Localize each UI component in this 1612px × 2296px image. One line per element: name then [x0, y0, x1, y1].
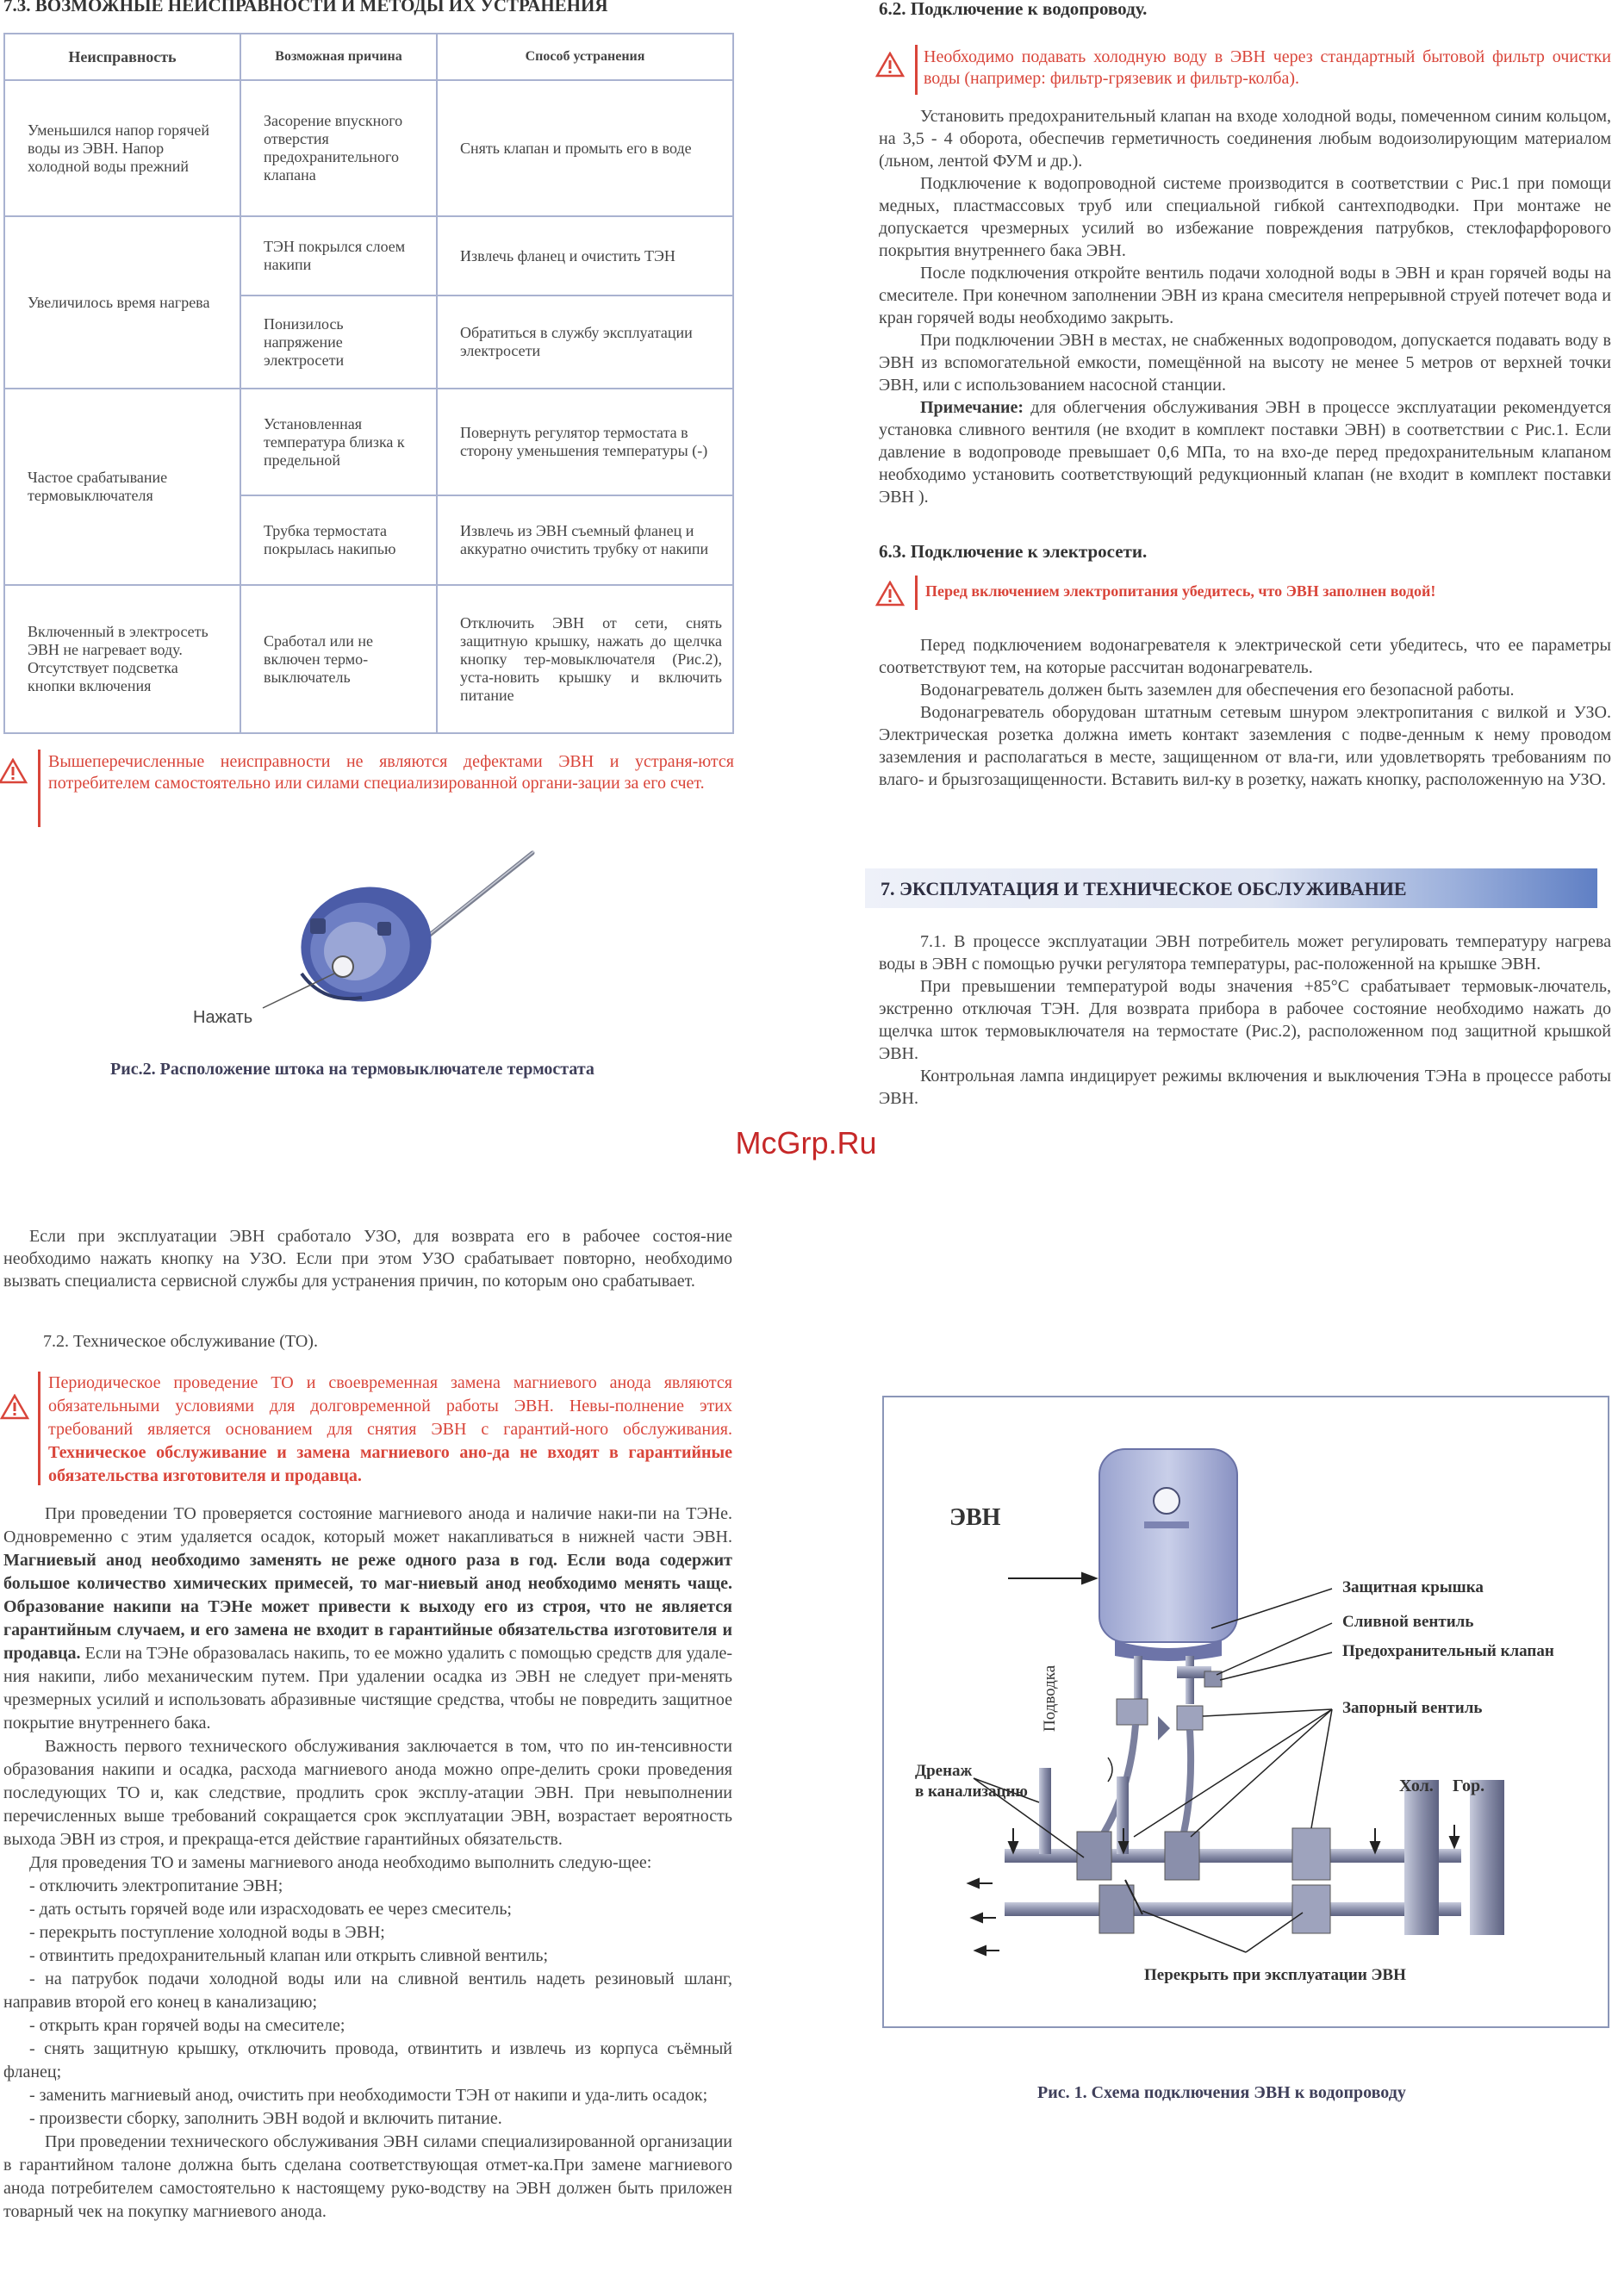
paragraph: Перед подключением водонагревателя к электрической сети убедитесь, что ее параметры соответствуют тем, на которые рассчитан водонагреватель.	[879, 636, 1611, 677]
s63-warning-text: Перед включением электропитания убедитесь, что ЭВН заполнен водой!	[925, 582, 1436, 600]
p1-c: Если на ТЭНе образовалась накипь, то ее можно удалить с помощью средств для удале-ния накипи, либо механическим путем. При удалении осадка из ЭВН не следует при-менять чрезмерных усилий и использовать абразивные чистящие средства, чтобы не повредить защитное покрытие внутреннего бака.	[3, 1644, 733, 1733]
paragraph: Водонагреватель должен быть заземлен для обеспечения его безопасной работы.	[920, 681, 1515, 700]
label-safety-valve: Предохранительный клапан	[1342, 1642, 1554, 1660]
s72-warning-bold: Техническое обслуживание и замена магниевого ано-да не входят в гарантийные обязательства изготовителя и продавца.	[48, 1443, 732, 1485]
paragraph	[3, 1503, 732, 1735]
label-drain	[915, 1761, 1028, 1802]
table-cell: Увеличилось время нагрева	[4, 216, 240, 389]
warning-icon	[0, 758, 28, 784]
table-cell: Обратиться в службу эксплуатации электросети	[437, 296, 733, 389]
header-fault: Неисправность	[4, 34, 240, 80]
paragraph: При превышении температурой воды значения +85°С срабатывает термовык-лючатель, экстренно отключая ТЭН. Для возврата прибора в рабочее состояние необходимо нажать до щелчка шток термовыключателя на термостате (Рис.2), расположенном под защитной крышкой ЭВН.	[879, 977, 1611, 1063]
table-cell: Повернуть регулятор термостата в сторону уменьшения температуры (-)	[437, 389, 733, 495]
paragraph: Для проведения ТО и замены магниевого анода необходимо выполнить следую-щее:	[29, 1853, 652, 1872]
label-stop-valve: Запорный вентиль	[1342, 1699, 1483, 1717]
fig1-caption: Рис. 1. Схема подключения ЭВН к водопроводу	[1037, 2083, 1406, 2102]
paragraph: При проведении технического обслуживания ЭВН силами специализированной организации в гарантийном талоне должна быть сделана соответствующая отмет-ка.При замене магниевого анода потребителем самостоятельно к настоящему руко-водству на ЭВН должен быть приложен товарный чек на покупку магниевого анода.	[3, 2132, 732, 2221]
list-item: - отключить электропитание ЭВН;	[29, 1876, 283, 1895]
label-drain-valve: Сливной вентиль	[1342, 1613, 1474, 1631]
connection-diagram	[884, 1397, 1608, 2026]
warning-icon	[0, 1394, 29, 1420]
maintenance-text	[3, 1503, 732, 2224]
list-item: - на патрубок подачи холодной воды или на сливной вентиль надеть резиновый шланг, направив второй его конец в канализацию;	[3, 1969, 732, 2012]
note-label: Примечание:	[920, 398, 1024, 417]
table-cell: Сработал или не включен термо-выключатель	[240, 585, 437, 733]
warning-bar	[915, 576, 918, 610]
paragraph: Контрольная лампа индицирует режимы включения и выключения ТЭНа в процессе работы ЭВН.	[879, 1067, 1611, 1108]
table-cell: Извлечь фланец и очистить ТЭН	[437, 216, 733, 296]
warning-icon	[875, 581, 905, 607]
paragraph: Водонагреватель оборудован штатным сетевым шнуром электропитания с вилкой и УЗО. Электрическая розетка должна иметь контакт заземления с подве-денным к нему проводом заземления и располагаться в месте, защищенном от вла-ги, или удовлетворять требованиям по влаго- и брызгозащищенности. Вставить вил-ку в розетку, нажать кнопку, расположенную на УЗО.	[879, 703, 1611, 789]
section-6-3-title: 6.3. Подключение к электросети.	[879, 541, 1148, 562]
warning-icon	[875, 52, 905, 78]
table-cell: Снять клапан и промыть его в воде	[437, 80, 733, 216]
p1-a: При проведении ТО проверяется состояние магниевого анода и наличие наки-пи на ТЭНе. Одновременно с этим удаляется осадок, который может накапливаться в нижней части ЭВН.	[3, 1504, 732, 1546]
label-drain-line1: Дренаж	[915, 1762, 973, 1780]
section-7-banner	[865, 868, 1597, 908]
s72-warning-text: Периодическое проведение ТО и своевременная замена магниевого анода являются обязательными условиями для долговременной работы ЭВН. Невы-полнение этих требований является основанием для снятия ЭВН с гарантий-ного обслуживания.	[48, 1373, 732, 1439]
fault-table	[3, 33, 734, 734]
header-fix: Способ устранения	[437, 34, 733, 80]
list-item: - перекрыть поступление холодной воды в ЭВН;	[29, 1923, 385, 1942]
note-paragraph	[879, 396, 1611, 508]
paragraph: Если при эксплуатации ЭВН сработало УЗО, для возврата его в рабочее состоя-ние необходимо нажать кнопку на УЗО. Если при этом УЗО срабатывает повторно, необходимо вызвать специалиста сервисной службы для устранения причин, по которым оно срабатывает.	[3, 1227, 732, 1291]
list-item: - открыть кран горячей воды на смесителе;	[29, 2016, 345, 2035]
label-cold: Хол.	[1399, 1776, 1434, 1795]
uzo-intro	[3, 1225, 732, 1292]
s72-title: 7.2. Техническое обслуживание (ТО).	[43, 1332, 318, 1351]
paragraph: При подключении ЭВН в местах, не снабженных водопроводом, допускается подавать воду в ЭВН из вспомогательной емкости, помещённой на высоту не менее 5 метров от верхней точки ЭВН, или с использованием насосной станции.	[879, 331, 1611, 395]
label-drain-line2: в канализацию	[915, 1783, 1028, 1801]
s62-text	[879, 105, 1611, 508]
table-warning-text: Вышеперечисленные неисправности не являются дефектами ЭВН и устраня-ются потребителем самостоятельно или силами специализированной органи-зации за его счет.	[48, 752, 734, 793]
label-evn: ЭВН	[949, 1504, 1001, 1531]
list-item: - отвинтить предохранительный клапан или открыть сливной вентиль;	[29, 1946, 549, 1965]
paragraph: Важность первого технического обслуживания заключается в том, что по ин-тенсивности образования накипи и осадка, расхода магниевого анода можно опре-делить сроки проведения последующих ТО и, как следствие, продлить срок эксплу-атации ЭВН. При невыполнении перечисленных выше требований сокращается срок эксплуатации ЭВН, возрастает вероятность выхода ЭВН из строя, и прекраща-ется действие гарантийных обязательств.	[3, 1737, 732, 1849]
section-7-title: 7. ЭКСПЛУАТАЦИЯ И ТЕХНИЧЕСКОЕ ОБСЛУЖИВАНИЕ	[881, 878, 1407, 899]
section-7-3-title: 7.3. ВОЗМОЖНЫЕ НЕИСПРАВНОСТИ И МЕТОДЫ ИХ УСТРАНЕНИЯ	[3, 0, 608, 16]
table-cell: Извлечь из ЭВН съемный фланец и аккуратно очистить трубку от накипи	[437, 495, 733, 585]
fig2-caption: Рис.2. Расположение штока на термовыключателе термостата	[110, 1060, 594, 1079]
paragraph: После подключения откройте вентиль подачи холодной воды в ЭВН и кран горячей воды на смесителе. При конечном заполнении ЭВН из крана смесителя непрерывной струей потечет вода и кран горячей воды необходимо закрыть.	[879, 264, 1611, 327]
table-cell: Отключить ЭВН от сети, снять защитную крышку, нажать до щелчка кнопку тер-мовыключателя (Рис.2), уста-новить крышку и включить питание	[437, 585, 733, 733]
paragraph: Подключение к водопроводной системе производится в соответствии с Рис.1 при помощи медных, пластмассовых труб или специальной гибкой сантехподводки. При монтаже не допускается чрезмерных усилий во избежание повреждения патрубков, стеклофарфорового покрытия внутреннего бака ЭВН.	[879, 174, 1611, 260]
table-cell: Понизилось напряжение электросети	[240, 296, 437, 389]
section-6-2-title: 6.2. Подключение к водопроводу.	[879, 0, 1148, 19]
s62-warning-text: Необходимо подавать холодную воду в ЭВН через стандартный бытовой фильтр очистки воды (например: фильтр-грязевик и фильтр-колба).	[924, 47, 1611, 88]
table-cell: Установленная температура близка к предельной	[240, 389, 437, 495]
list-item: - произвести сборку, заполнить ЭВН водой и включить питание.	[29, 2109, 502, 2128]
press-label: Нажать	[193, 1008, 253, 1027]
watermark-text: McGrp.Ru	[735, 1125, 877, 1160]
label-hot: Гор.	[1453, 1776, 1485, 1795]
note-text: для облегчения обслуживания ЭВН в процессе эксплуатации рекомендуется установка сливного вентиля (не входит в комплект поставки ЭВН) в соответствии с Рис.1. Если давление в водопроводе превышает 0,6 МПа, то на вхо-де перед предохранительным клапаном необходимо установить соответствующий редукционный клапан (не входит в комплект поставки ЭВН ).	[879, 398, 1612, 507]
header-cause: Возможная причина	[240, 34, 437, 80]
table-cell: Частое срабатывание термовыключателя	[4, 389, 240, 585]
label-supply: Подводка	[1041, 1664, 1059, 1732]
warning-bar	[38, 1372, 40, 1485]
table-cell: ТЭН покрылся слоем накипи	[240, 216, 437, 296]
list-item: - снять защитную крышку, отключить провода, отвинтить и извлечь из корпуса съёмный фланец;	[3, 2039, 732, 2081]
table-cell: Засорение впускного отверстия предохранительного клапана	[240, 80, 437, 216]
table-cell: Уменьшился напор горячей воды из ЭВН. Напор холодной воды прежний	[4, 80, 240, 216]
p1-bold: Магниевый анод необходимо заменять не реже одного раза в год. Если вода содержит большое количество химических примесей, то маг-ниевый анод необходимо менять чаще. Образование накипи на ТЭНе может привести к выходу его из строя, что не является гарантийным случаем, и его замена не входит в гарантийные обязательства изготовителя и продавца.	[3, 1551, 732, 1663]
paragraph: Установить предохранительный клапан на входе холодной воды, помеченном синим кольцом, на 3,5 - 4 оборота, обеспечив герметичность соединения любым водоизолирующим материалом (льном, лентой ФУМ и др.).	[879, 107, 1611, 171]
label-shutoff: Перекрыть при эксплуатации ЭВН	[1144, 1966, 1406, 1984]
table-cell: Включенный в электросеть ЭВН не нагревает воду. Отсутствует подсветка кнопки включения	[4, 585, 240, 733]
warning-bar	[38, 750, 40, 827]
paragraph: 7.1. В процессе эксплуатации ЭВН потребитель может регулировать температуру нагрева воды в ЭВН с помощью ручки регулятора температуры, рас-положенной на крышке ЭВН.	[879, 932, 1611, 974]
s7-text	[879, 930, 1611, 1110]
table-cell: Трубка термостата покрылась накипью	[240, 495, 437, 585]
warning-bar	[915, 45, 918, 95]
label-cover: Защитная крышка	[1342, 1578, 1484, 1596]
list-item: - дать остыть горячей воде или израсходовать ее через смеситель;	[29, 1900, 512, 1919]
s63-text	[879, 634, 1611, 791]
s72-warning	[48, 1372, 732, 1488]
list-item: - заменить магниевый анод, очистить при необходимости ТЭН от накипи и уда-лить осадок;	[29, 2086, 708, 2105]
